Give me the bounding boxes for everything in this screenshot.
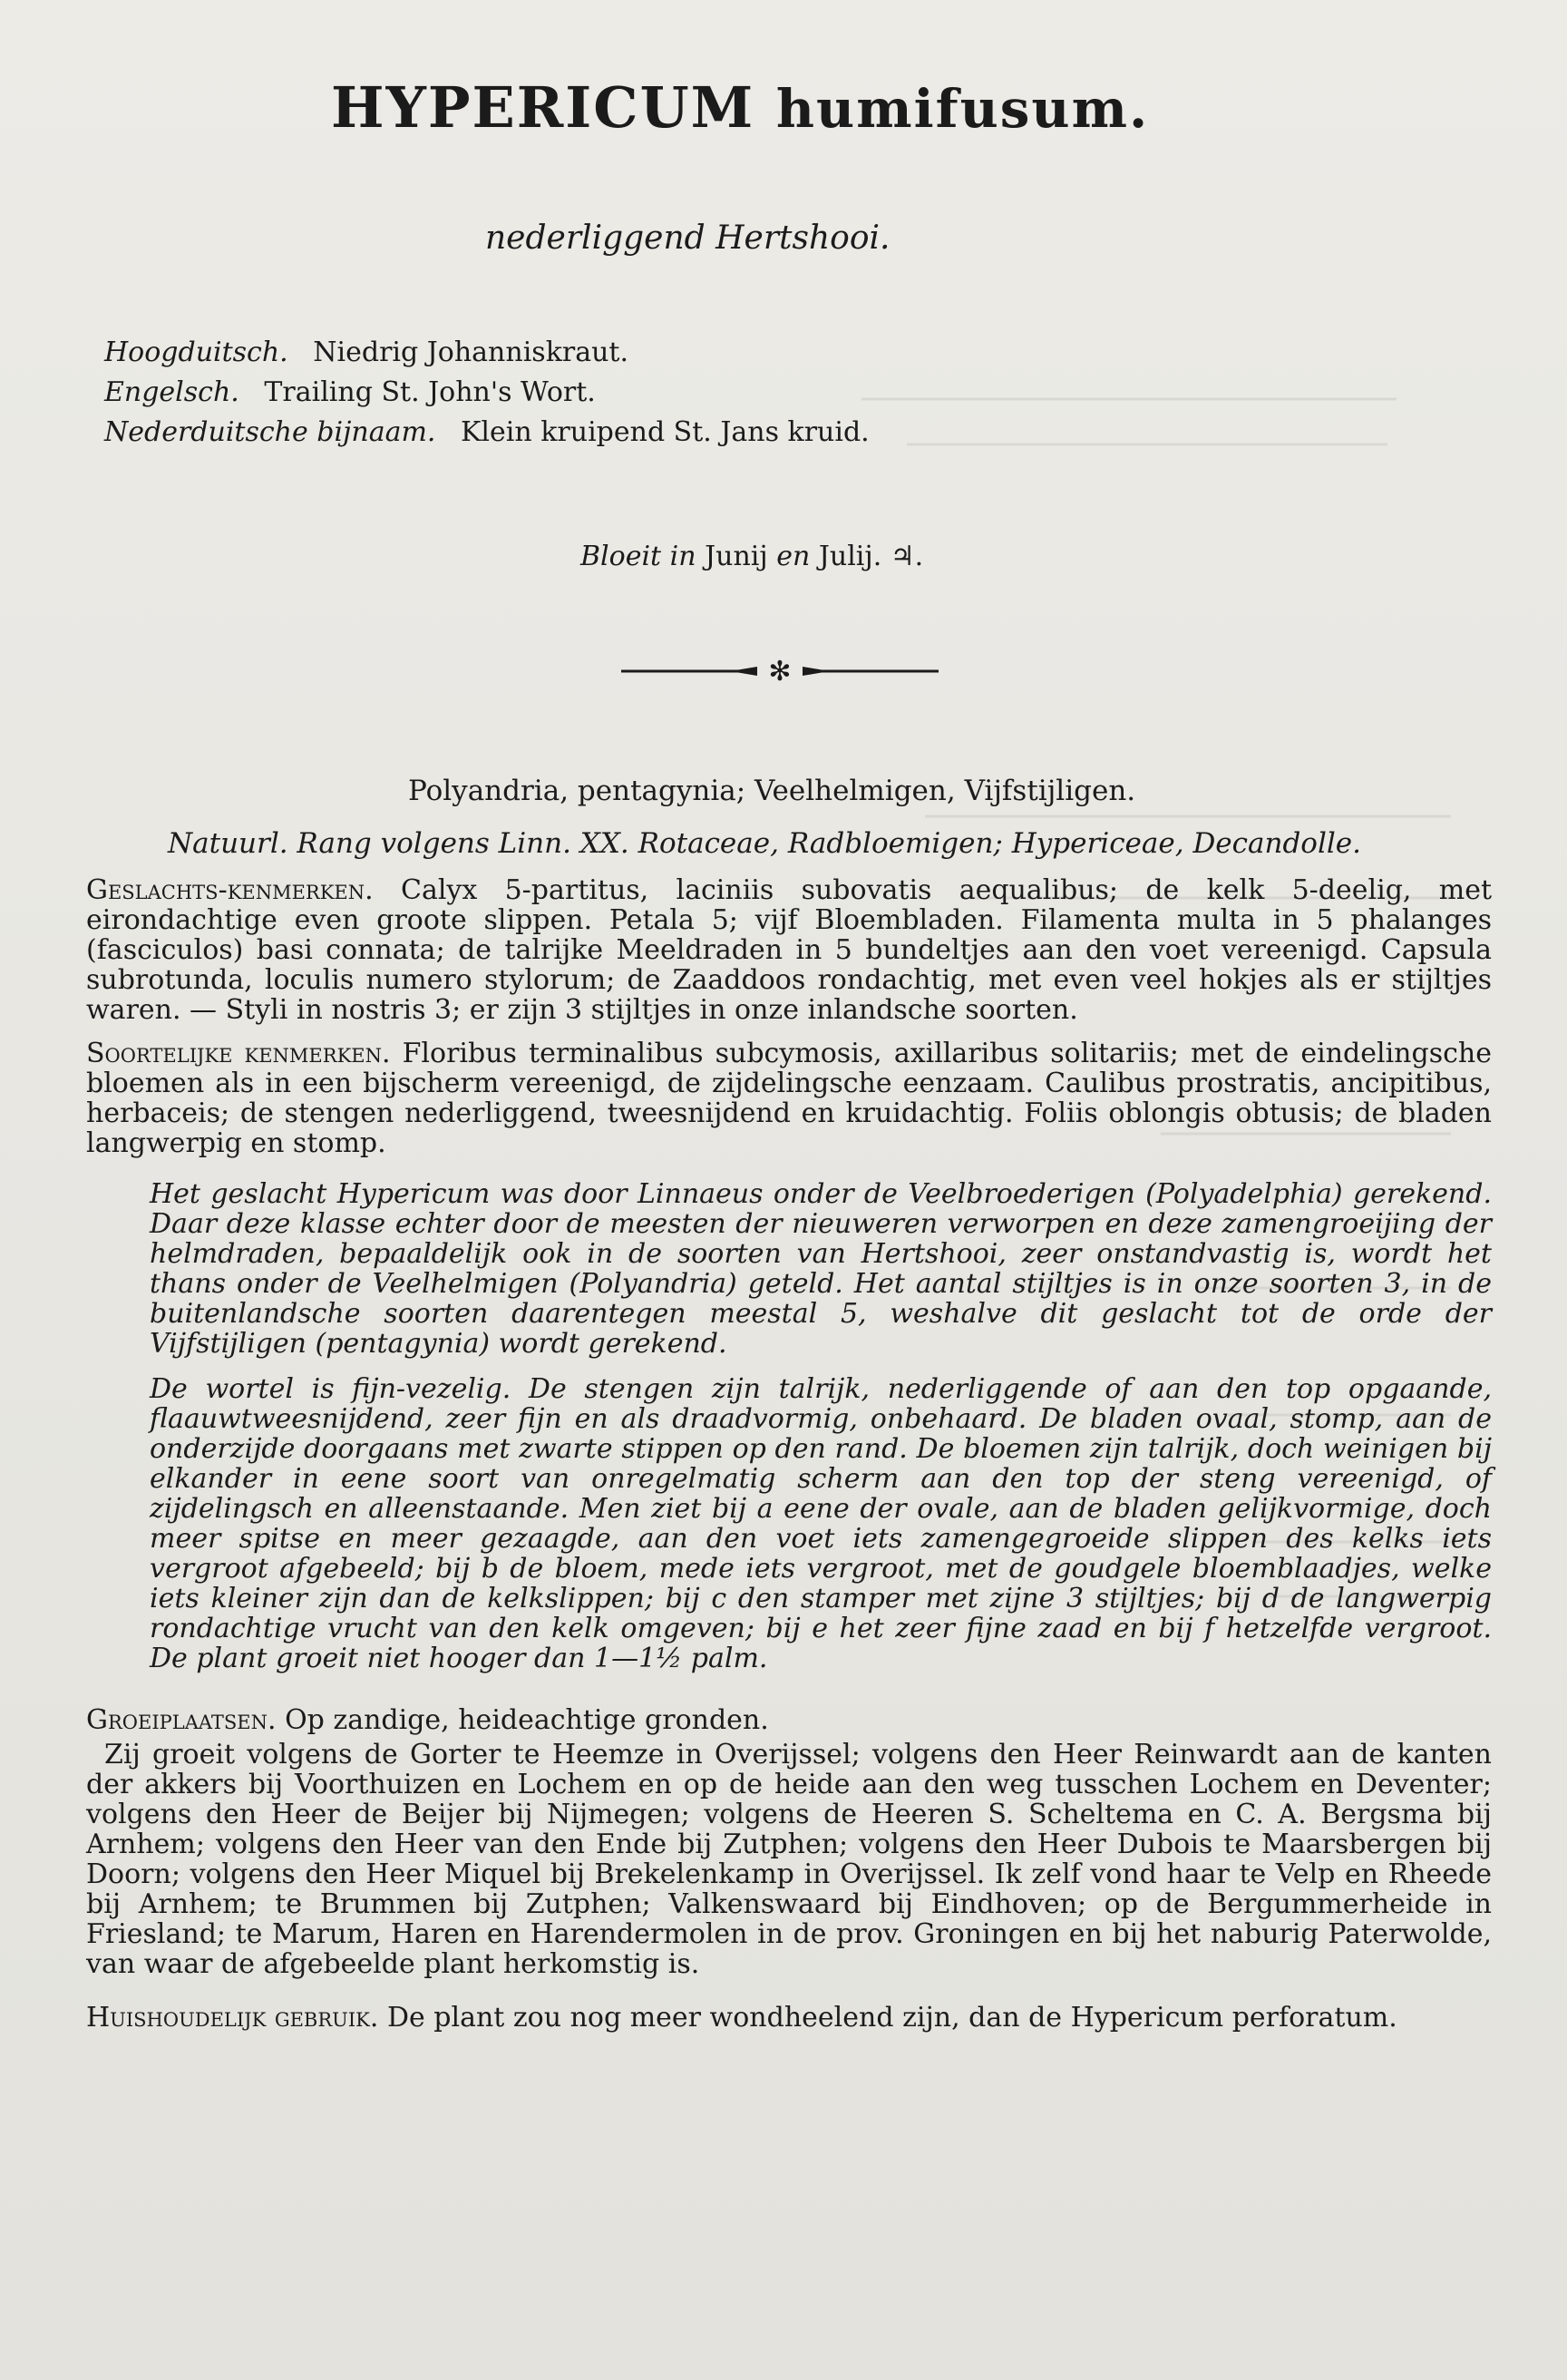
- description-note: De wortel is fijn-vezelig. De stengen zijn talrijk, nederliggende of aan den top opgaande, flaauwtweesnijdend, zeer fijn en als draadvormig, onbehaard. De bladen ovaal, stomp, aan de onderzijde doorgaans met zwarte stippen op den rand. De bloemen zijn talrijk, doch weinigen bij elkander in eene soort van onregelmatig scherm aan den top der steng vereenigd, of zijdelingsch en alleenstaande. Men ziet bij a eene der ovale, aan de bladen gelijkvormige, doch meer spitse en meer gezaagde, aan den voet iets zamengegroeide slippen des kelks iets vergroot afgebeeld; bij b de bloem, mede iets vergroot, met de goudgele bloemblaadjes, welke iets kleiner zijn dan de kelkslippen; bij c den stamper met zijne 3 stijltjes; bij d de langwerpig rondachtige vrucht van den kelk omgeven; bij e het zeer fijne zaad en bij f hetzelfde vergroot. De plant groeit niet hooger dan 1—1½ palm.: [150, 1373, 1492, 1674]
- section-lead: Soortelijke kenmerken.: [86, 1038, 391, 1069]
- page-subtitle: nederliggend Hertshooi.: [485, 219, 891, 257]
- household-use: [86, 2003, 1492, 2033]
- natural-rank: Natuurl. Rang volgens Linn. XX. Rotaceae, Radbloemigen; Hypericeae, Decandolle.: [168, 827, 1361, 860]
- perennial-symbol: ♃.: [890, 541, 924, 572]
- common-name-value: Niedrig Johanniskraut.: [313, 337, 629, 368]
- section-lead: Huishoudelijk gebruik.: [86, 2002, 379, 2034]
- habitats: [86, 1705, 1492, 1735]
- common-name-value: Trailing St. John's Wort.: [264, 376, 596, 408]
- locations: Zij groeit volgens de Gorter te Heemze in Overijssel; volgens den Heer Reinwardt aan de kanten der akkers bij Voorthuizen en Lochem en op de heide aan den weg tusschen Lochem en Deventer; volgens den Heer de Beijer bij Nijmegen; volgens de Heeren S. Scheltema en C. A. Bergsma bij Arnhem; volgens den Heer van den Ende bij Zutphen; volgens den Heer Dubois te Maarsbergen bij Doorn; volgens den Heer Miquel bij Brekelenkamp in Overijssel. Ik zelf vond haar te Velp en Rheede bij Arnhem; te Brummen bij Zutphen; Valkenswaard bij Eindhoven; op de Bergummerheide in Friesland; te Marum, Haren en Harendermolen in de prov. Groningen en bij het naburig Paterwolde, van waar de afgebeelde plant herkomstig is.: [86, 1739, 1492, 1980]
- section-text: Op zandige, heideachtige gronden.: [285, 1704, 769, 1736]
- genus-note: Het geslacht Hypericum was door Linnaeus onder de Veelbroederigen (Polyadelphia) gerekend. Daar deze klasse echter door de meesten der nieuweren verworpen en deze zamengroeijing der helmdraden, bepaaldelijk ook in de soorten van Hertshooi, zeer onstandvastig is, wordt het thans onder de Veelhelmigen (Polyandria) geteld. Het aantal stijltjes is in onze soorten 3, in de buitenlandsche soorten daarentegen meestal 5, weshalve dit geslacht tot de orde der Vijfstijligen (pentagynia) wordt gerekend.: [150, 1178, 1492, 1360]
- genus-characters: [86, 875, 1492, 1025]
- common-name-row: [104, 413, 870, 453]
- section-text: Calyx 5-partitus, laciniis subovatis aequalibus; de kelk 5-deelig, met eirondachtige even groote slippen. Petala 5; vijf Bloembladen. Filamenta multa in 5 phalanges (fasciculos) basi connata; de talrijke Meeldraden in 5 bundeltjes aan den voet vereenigd. Capsula subrotunda, loculis numero stylorum; de Zaaddoos rondachtig, met even veel hokjes als er stijltjes waren. — Styli in nostris 3; er zijn 3 stijltjes in onze inlandsche soorten.: [86, 874, 1492, 1026]
- title-genus: HYPERICUM: [331, 74, 755, 141]
- svg-text:✻: ✻: [768, 656, 792, 688]
- common-name-row: [104, 373, 870, 413]
- section-lead: Geslachts-kenmerken.: [86, 874, 374, 906]
- classification: Polyandria, pentagynia; Veelhelmigen, Vijfstijligen.: [408, 775, 1136, 807]
- bloom-prefix: Bloeit in: [580, 541, 696, 572]
- bloom-period: [580, 541, 923, 572]
- common-name-language: Hoogduitsch.: [104, 337, 288, 368]
- common-names: [104, 333, 870, 453]
- section-text: Floribus terminalibus subcymosis, axillaribus solitariis; met de eindelingsche bloemen als in een bijscherm vereenigd, de zijdelingsche eenzaam. Caulibus prostratis, ancipitibus, herbaceis; de stengen nederliggend, tweesnijdend en kruidachtig. Foliis oblongis obtusis; de bladen langwerpig en stomp.: [86, 1038, 1492, 1159]
- title-species: humifusum.: [775, 78, 1150, 140]
- common-name-row: [104, 333, 870, 373]
- page-title: [331, 74, 1149, 141]
- bloom-and: en: [776, 541, 811, 572]
- bloom-month-1: Junij: [705, 541, 768, 572]
- section-text: De plant zou nog meer wondheelend zijn, dan de Hypericum perforatum.: [386, 2002, 1397, 2034]
- common-name-value: Klein kruipend St. Jans kruid.: [461, 416, 870, 448]
- common-name-language: Engelsch.: [104, 376, 239, 408]
- common-name-language: Nederduitsche bijnaam.: [104, 416, 436, 448]
- section-lead: Groeiplaatsen.: [86, 1704, 277, 1736]
- bloom-month-2: Julij.: [818, 541, 882, 572]
- species-characters: [86, 1039, 1492, 1158]
- ornament-divider: [621, 653, 939, 689]
